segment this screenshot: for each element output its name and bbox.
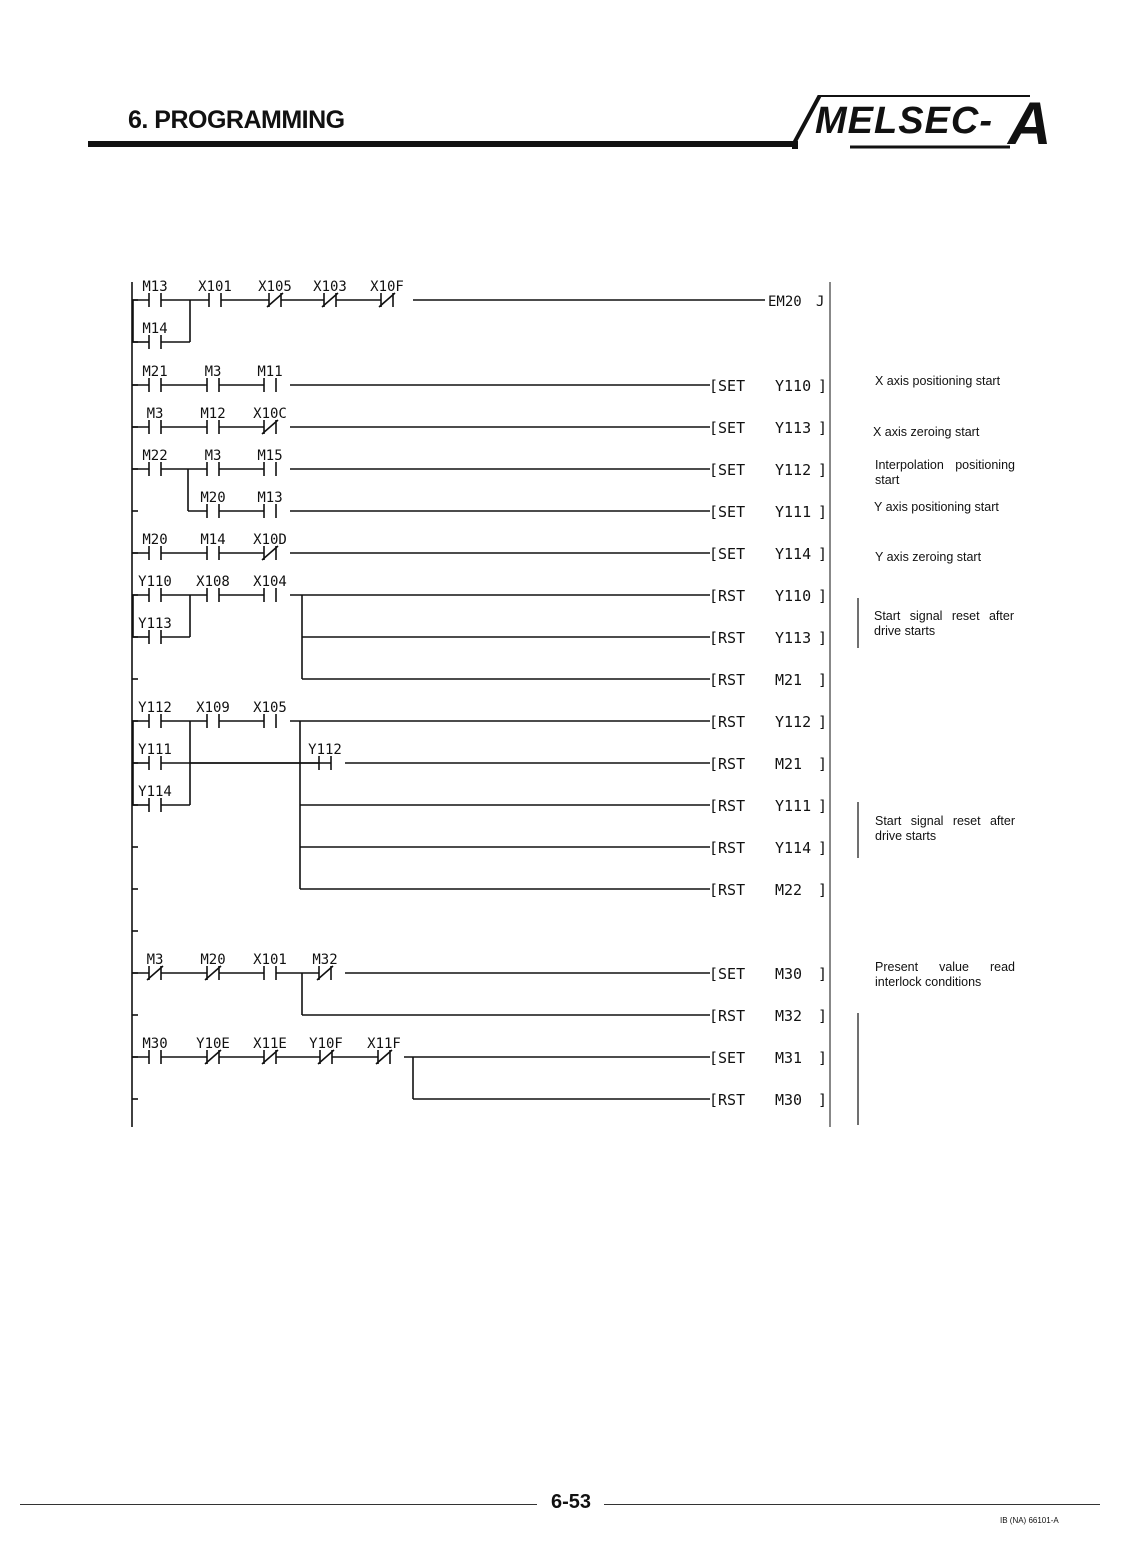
logo-letter: A (1008, 90, 1052, 157)
comment-y-positioning-start: Y axis positioning start (874, 500, 999, 514)
comment-x-positioning-start: X axis positioning start (875, 374, 1001, 388)
operand-Y113: Y113 (775, 419, 812, 437)
contact-label-M11: M11 (257, 364, 283, 380)
instruction-SET: [SET (709, 377, 746, 395)
contact-label-X103: X103 (313, 279, 347, 295)
comment-start-signal-reset-2: Start signal reset after drive starts (875, 814, 1015, 843)
instruction-RST: [RST (709, 713, 746, 731)
instruction-SET: [SET (709, 419, 746, 437)
instruction-end: ] (818, 461, 828, 479)
comment-y-zeroing-start: Y axis zeroing start (875, 550, 982, 564)
operand-M30: M30 (775, 965, 803, 983)
operand-Y112: Y112 (775, 461, 812, 479)
contact-label-M15: M15 (257, 448, 283, 464)
operand-Y110: Y110 (775, 587, 812, 605)
instruction-RST: [RST (709, 881, 746, 899)
page-number: 6-53 (551, 1491, 592, 1513)
document-code: IB (NA) 66101-A (1000, 1516, 1059, 1525)
contact-label-M21: M21 (142, 364, 168, 380)
operand-M22: M22 (775, 881, 803, 899)
contact-label-X11F: X11F (367, 1036, 401, 1052)
operand-Y113: Y113 (775, 629, 812, 647)
instruction-RST: [RST (709, 839, 746, 857)
operand-M30: M30 (775, 1091, 803, 1109)
operand-Y114: Y114 (775, 839, 812, 857)
instruction-RST: [RST (709, 755, 746, 773)
instruction-end: ] (818, 881, 828, 899)
contact-label-X101: X101 (198, 279, 232, 295)
instruction-end: ] (818, 713, 828, 731)
instruction-end: ] (818, 965, 828, 983)
instruction-end: ] (818, 839, 828, 857)
comment-present-value-read: Present value read interlock conditions (875, 960, 1015, 989)
instruction-end: ] (818, 797, 828, 815)
instruction-SET: [SET (709, 503, 746, 521)
instruction-SET: [SET (709, 965, 746, 983)
contact-label-Y112: Y112 (138, 700, 172, 716)
contact-label-M3: M3 (146, 952, 164, 968)
instruction-RST: [RST (709, 1091, 746, 1109)
section-title: 6. PROGRAMMING (128, 106, 345, 134)
contact-label-M13: M13 (142, 279, 168, 295)
instruction-end: ] (818, 671, 828, 689)
instruction-end: ] (818, 1091, 828, 1109)
contact-label-X11E: X11E (253, 1036, 287, 1052)
contact-label-X10C: X10C (253, 406, 287, 422)
contact-label-X10F: X10F (370, 279, 404, 295)
operand-M21: M21 (775, 755, 803, 773)
instruction-RST: [RST (709, 587, 746, 605)
contact-label-M20: M20 (142, 532, 168, 548)
instruction-end: ] (818, 545, 828, 563)
footer-rule-right (604, 1504, 1100, 1505)
contact-label-Y10E: Y10E (196, 1036, 230, 1052)
footer-rule-left (20, 1504, 537, 1505)
contact-label-M3: M3 (204, 364, 222, 380)
instruction-SET: [SET (709, 1049, 746, 1067)
contact-label-X10D: X10D (253, 532, 287, 548)
contact-label-M32: M32 (312, 952, 338, 968)
contact-label-X101: X101 (253, 952, 287, 968)
contact-label-M3: M3 (204, 448, 222, 464)
coil-end: J (816, 294, 825, 310)
contact-label-X109: X109 (196, 700, 230, 716)
contact-label-X108: X108 (196, 574, 230, 590)
contact-label-Y10F: Y10F (309, 1036, 343, 1052)
contact-label-Y112: Y112 (308, 742, 342, 758)
contact-label-M12: M12 (200, 406, 226, 422)
contact-label-M14: M14 (142, 321, 168, 337)
contact-label-Y111: Y111 (138, 742, 172, 758)
instruction-RST: [RST (709, 797, 746, 815)
contact-label-M30: M30 (142, 1036, 168, 1052)
instruction-end: ] (818, 587, 828, 605)
operand-Y114: Y114 (775, 545, 812, 563)
contact-label-M13: M13 (257, 490, 283, 506)
contact-label-Y114: Y114 (138, 784, 172, 800)
comment-interpolation-start: Interpolation positioning start (875, 458, 1015, 487)
contact-label-Y110: Y110 (138, 574, 172, 590)
operand-M32: M32 (775, 1007, 803, 1025)
operand-Y110: Y110 (775, 377, 812, 395)
instruction-SET: [SET (709, 545, 746, 563)
instruction-end: ] (818, 1049, 828, 1067)
instruction-end: ] (818, 1007, 828, 1025)
instruction-SET: [SET (709, 461, 746, 479)
contact-label-M14: M14 (200, 532, 226, 548)
contact-label-X104: X104 (253, 574, 287, 590)
instruction-end: ] (818, 503, 828, 521)
operand-M31: M31 (775, 1049, 803, 1067)
logo-text: MELSEC- (815, 100, 993, 142)
comment-x-zeroing-start: X axis zeroing start (873, 425, 980, 439)
instruction-end: ] (818, 419, 828, 437)
operand-Y112: Y112 (775, 713, 812, 731)
contact-label-M20: M20 (200, 952, 226, 968)
operand-M21: M21 (775, 671, 803, 689)
contact-label-M20: M20 (200, 490, 226, 506)
contact-label-X105: X105 (253, 700, 287, 716)
contact-label-M3: M3 (146, 406, 164, 422)
instruction-RST: [RST (709, 629, 746, 647)
contact-label-M22: M22 (142, 448, 168, 464)
instruction-RST: [RST (709, 671, 746, 689)
operand-Y111: Y111 (775, 797, 812, 815)
contact-label-X105: X105 (258, 279, 292, 295)
instruction-end: ] (818, 377, 828, 395)
instruction-RST: [RST (709, 1007, 746, 1025)
instruction-end: ] (818, 755, 828, 773)
operand-Y111: Y111 (775, 503, 812, 521)
instruction-end: ] (818, 629, 828, 647)
comment-start-signal-reset-1: Start signal reset after drive starts (874, 609, 1014, 638)
coil-M20: EM20 (768, 294, 802, 310)
contact-label-Y113: Y113 (138, 616, 172, 632)
